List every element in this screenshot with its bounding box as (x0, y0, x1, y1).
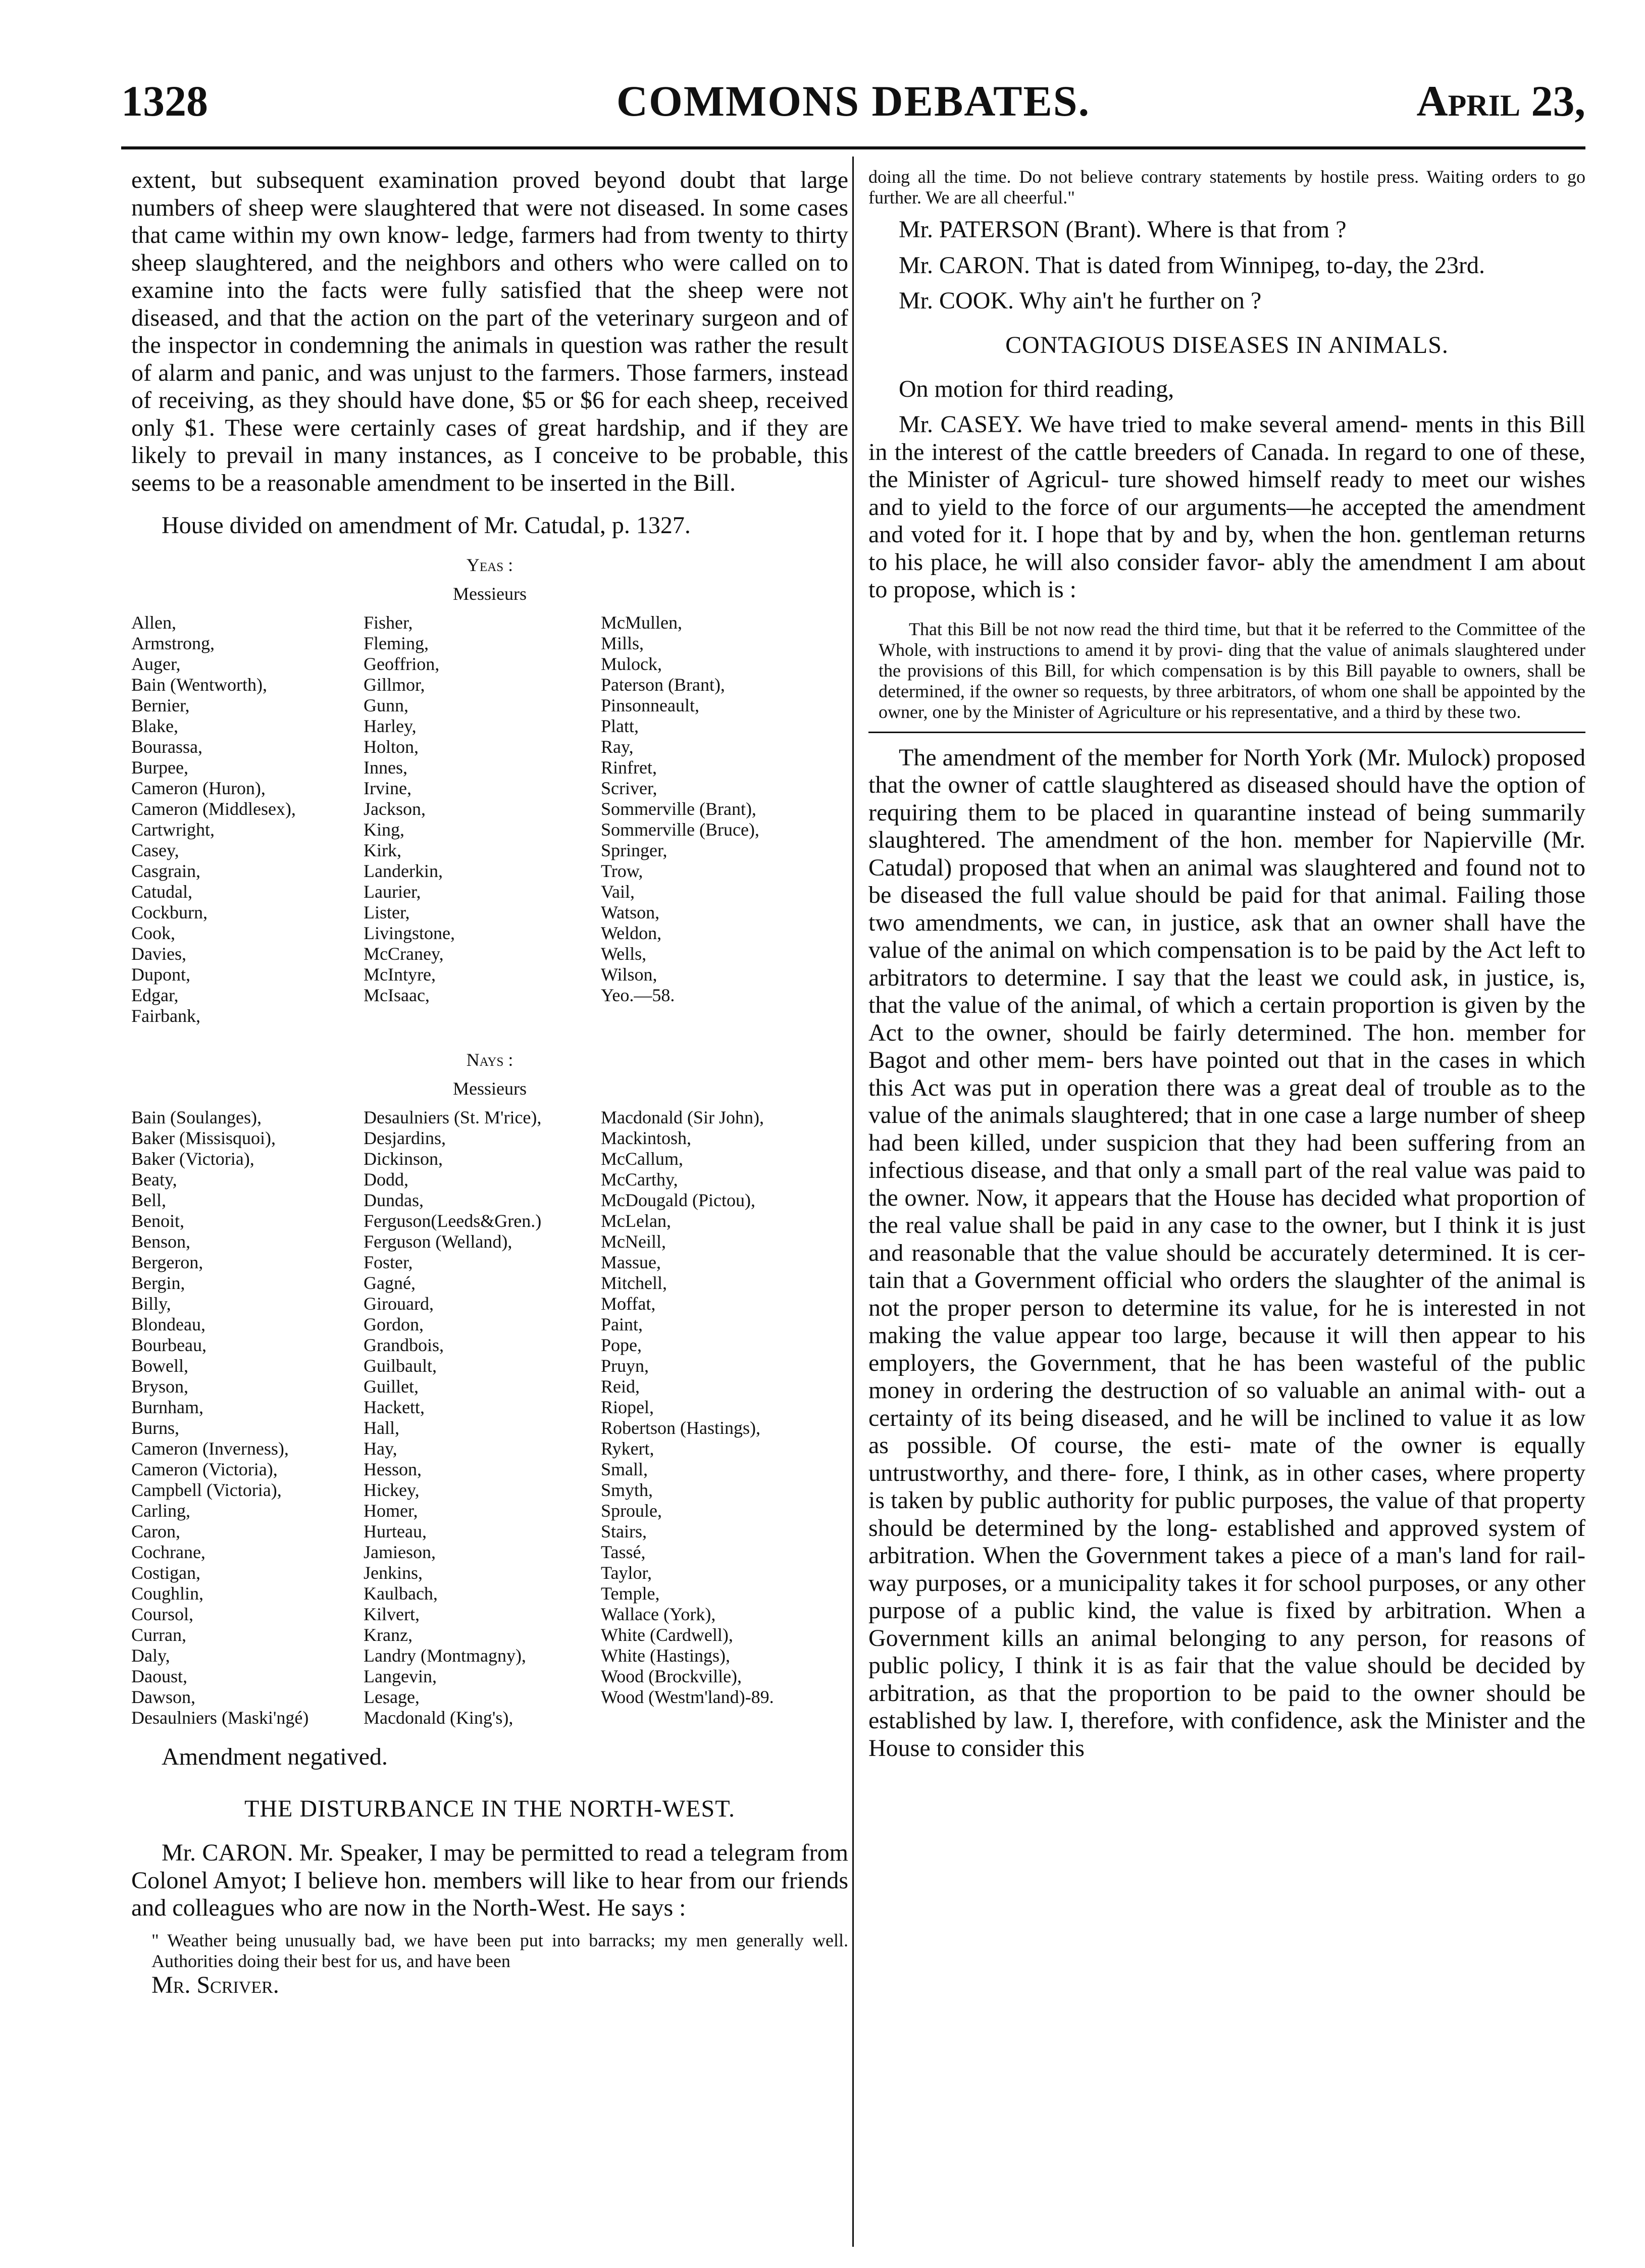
amendment-rule (868, 732, 1585, 733)
casey-long-speech: The amendment of the member for North York (Mr. Mulock) proposed that the owner of cattle slaughtered as diseased should have the option of requiring them to be placed in quarantine instead of being summarily slaughtered. The amendment of the hon. member for Napierville (Mr. Catudal) proposed that when an animal was slaughtered and found not to be diseased the full value should be paid for that animal. Failing those two amendments, we can, in justice, ask that an owner shall have the value of the animal on which compensation is to be paid by the Act left to arbitrators to determine. I say that the least we could ask, in justice, is, that the value of the animal, of which a certain proportion is given by the Act to the owner, should be fairly determined. The hon. member for Bagot and other mem- bers have pointed out that in the cases in which this Act was put in operation there was a great deal of trouble as to the value of the animals slaughtered; that in one case a large number of sheep had been killed, under suspicion that they had been suffering from an infectious disease, and that only a small part of the real value was paid to the owner. Now, it appears that the House has decided what proportion of the real value shall be paid in any case to the owner, but I think it is just and reasonable that the value should be accurately determined. It is cer- tain that a Government official who orders the slaughter of the animal is not the proper person to determine its value, for he is interested in not making the value appear too large, because it will then appear to his employers, the Government, that he has been wasteful of the public money in ordering the destruction of so valuable an animal with- out a certainty of its being diseased, and he will be inclined to value it as low as possible. Of course, the esti- mate of the owner is equally untrustworthy, and there- fore, I think, as in other cases, where property is taken by public authority for public purposes, the value of that property should be determined by the long- established and approved system of arbitration. When the Government takes a piece of a man's land for rail- way purposes, or a municipality takes it for school purposes, or any other purpose of a public kind, the value is fixed by arbitration. When a Government kills an animal belonging to any person, for reasons of public policy, I think it is as fair that the value should be decided by arbitration, as that the proportion to be paid to the owner should be established by law. I, therefore, with confidence, ask the Minister and the House to consider this (868, 744, 1585, 1762)
nays-member-name: White (Cardwell), (601, 1624, 733, 1645)
nays-member-name: Ferguson (Welland), (364, 1231, 512, 1252)
nays-member-name: Burnham, (131, 1397, 203, 1417)
nays-member-name: Blondeau, (131, 1314, 205, 1334)
telegram-continuation: doing all the time. Do not believe contrary statements by hostile press. Waiting orders to go further. We are all cheerful." (868, 167, 1585, 208)
yeas-member-name: Mulock, (601, 653, 662, 674)
yeas-member-name: Laurier, (364, 881, 421, 902)
nays-member-name: Dawson, (131, 1686, 195, 1707)
nays-member-name: Desaulniers (St. M'rice), (364, 1107, 542, 1127)
nays-member-name: Baker (Missisquoi), (131, 1127, 276, 1148)
yeas-member-name: Livingstone, (364, 922, 455, 943)
page-number: 1328 (121, 77, 208, 125)
yeas-member-name: Watson, (601, 902, 660, 922)
nays-member-name: Pope, (601, 1334, 642, 1355)
yeas-label: Yeas : (466, 554, 513, 575)
nays-member-name: Sproule, (601, 1500, 662, 1521)
yeas-member-name: Geoffrion, (364, 653, 440, 674)
nays-member-name: Hesson, (364, 1459, 422, 1479)
nays-member-name: Burns, (131, 1417, 180, 1438)
yeas-member-name: Gunn, (364, 695, 408, 715)
nays-messieurs: Messieurs (453, 1078, 527, 1099)
nays-member-name: Dundas, (364, 1190, 424, 1210)
yeas-member-name: Paterson (Brant), (601, 674, 725, 695)
yeas-member-name: Fisher, (364, 612, 413, 633)
nays-member-name: Kaulbach, (364, 1583, 438, 1604)
nays-member-name: Guillet, (364, 1376, 419, 1397)
yeas-member-name: Allen, (131, 612, 176, 633)
yeas-member-name: Bernier, (131, 695, 190, 715)
nays-member-name: Beaty, (131, 1169, 177, 1190)
nays-member-name: Mackintosh, (601, 1127, 691, 1148)
yeas-member-name: Vail, (601, 881, 635, 902)
yeas-member-name: Fleming, (364, 633, 429, 653)
nays-member-name: Small, (601, 1459, 648, 1479)
nays-member-name: Dickinson, (364, 1148, 443, 1169)
yeas-member-name: Sommerville (Bruce), (601, 819, 759, 840)
footer-signature: Mr. Scriver. (151, 1971, 279, 1998)
yeas-member-name: Lister, (364, 902, 410, 922)
nays-member-name: Gordon, (364, 1314, 424, 1334)
nays-member-name: Wood (Brockville), (601, 1666, 742, 1686)
nays-column-1 (131, 1107, 364, 1728)
nays-member-name: Billy, (131, 1293, 171, 1314)
nays-label: Nays : (466, 1049, 513, 1070)
nays-member-name: Pruyn, (601, 1355, 649, 1376)
yeas-member-name: Platt, (601, 715, 639, 736)
nays-member-name: Dodd, (364, 1169, 408, 1190)
nays-member-name: Coursol, (131, 1604, 194, 1624)
yeas-member-name: Cartwright, (131, 819, 215, 840)
yeas-member-name: Bourassa, (131, 736, 202, 757)
yeas-member-name: Irvine, (364, 778, 412, 798)
nays-member-name: McLelan, (601, 1210, 671, 1231)
yeas-member-name: Wells, (601, 943, 647, 964)
yeas-member-name: Holton, (364, 736, 419, 757)
nays-member-name: Cameron (Inverness), (131, 1438, 289, 1459)
nays-member-name: Bell, (131, 1190, 166, 1210)
page-title: COMMONS DEBATES. (616, 77, 1091, 125)
yeas-member-name: Trow, (601, 860, 643, 881)
nays-column-3 (601, 1107, 843, 1728)
nays-member-name: Foster, (364, 1252, 413, 1272)
nays-member-name: Caron, (131, 1521, 180, 1541)
nays-member-name: Desaulniers (Maski'ngé) (131, 1707, 309, 1728)
nays-member-name: Curran, (131, 1624, 186, 1645)
nays-member-name: Girouard, (364, 1293, 434, 1314)
yeas-member-name: Cameron (Huron), (131, 778, 266, 798)
nays-member-name: Jenkins, (364, 1562, 423, 1583)
nays-member-name: Daoust, (131, 1666, 187, 1686)
yeas-member-name: McCraney, (364, 943, 444, 964)
section-heading-disturbance: THE DISTURBANCE IN THE NORTH-WEST. (244, 1795, 735, 1822)
nays-member-name: Benson, (131, 1231, 190, 1252)
yeas-member-name: Dupont, (131, 964, 190, 985)
yeas-member-name: Cameron (Middlesex), (131, 798, 296, 819)
nays-member-name: Smyth, (601, 1479, 653, 1500)
nays-member-name: Bergeron, (131, 1252, 203, 1272)
nays-member-name: Massue, (601, 1252, 661, 1272)
nays-member-name: Gagné, (364, 1272, 416, 1293)
nays-member-name: Moffat, (601, 1293, 656, 1314)
yeas-member-name: Catudal, (131, 881, 192, 902)
nays-member-name: McCarthy, (601, 1169, 678, 1190)
yeas-member-name: Ray, (601, 736, 634, 757)
nays-member-name: Bowell, (131, 1355, 188, 1376)
nays-member-name: Coughlin, (131, 1583, 204, 1604)
cook-question: Mr. COOK. Why ain't he further on ? (899, 287, 1262, 314)
header-rule (121, 146, 1585, 149)
right-column (868, 167, 1585, 1762)
nays-member-name: Rykert, (601, 1438, 654, 1459)
yeas-member-name: Kirk, (364, 840, 401, 860)
nays-member-name: Macdonald (Sir John), (601, 1107, 764, 1127)
nays-member-name: Ferguson(Leeds&Gren.) (364, 1210, 542, 1231)
yeas-column-2 (364, 612, 601, 1026)
yeas-member-name: Auger, (131, 653, 181, 674)
yeas-member-name: Burpee, (131, 757, 188, 778)
nays-member-name: Homer, (364, 1500, 418, 1521)
nays-member-name: Costigan, (131, 1562, 201, 1583)
nays-member-name: Grandbois, (364, 1334, 444, 1355)
paterson-question: Mr. PATERSON (Brant). Where is that from ? (899, 216, 1347, 243)
yeas-member-name: Sommerville (Brant), (601, 798, 756, 819)
division-line: House divided on amendment of Mr. Catudal, p. 1327. (162, 512, 691, 539)
yeas-member-name: Casey, (131, 840, 179, 860)
nays-member-name: Macdonald (King's), (364, 1707, 513, 1728)
left-paragraph-1: extent, but subsequent examination proved beyond doubt that large numbers of sheep were slaughtered that were not diseased. In some cases that came within my own know- ledge, farmers had from twenty to thirty sheep slaughtered, and the neighbors and others who were called on to examine into the facts were fully satisfied that the sheep were not diseased, and that the action on the part of the veterinary surgeon and of the inspector in condemning the animals in question was rather the result of alarm and panic, and was unjust to the farmers. Those farmers, instead of receiving, as they should have done, $5 or $6 for each sheep, received only $1. These were certainly cases of great hardship, and if they are likely to prevail in many instances, as I conceive to be probable, this seems to be a reasonable amendment to be inserted in the Bill. (131, 167, 848, 496)
casey-speech: Mr. CASEY. We have tried to make several amend- ments in this Bill in the interest of the cattle breeders of Canada. In regard to one of these, the Minister of Agricul- ture showed himself ready to meet our wishes and to yield to the force of our arguments—he accepted the amendment and voted for it. I hope that by and by, when the hon. gentleman returns to his place, he will also consider favor- ably the amendment I am about to propose, which is : (868, 411, 1585, 603)
nays-member-name: Bain (Soulanges), (131, 1107, 262, 1127)
nays-member-name: Cameron (Victoria), (131, 1459, 278, 1479)
nays-member-name: Stairs, (601, 1521, 647, 1541)
yeas-member-name: Rinfret, (601, 757, 657, 778)
caron-reply: Mr. CARON. That is dated from Winnipeg, to-day, the 23rd. (899, 251, 1485, 279)
yeas-messieurs: Messieurs (453, 583, 527, 604)
caron-speech-text: Mr. Speaker, I may be permitted to read a telegram from Colonel Amyot; I believe hon. members will like to hear from our friends and colleagues who are now in the North-West. He says : (131, 1839, 849, 1921)
yeas-member-name: Edgar, (131, 985, 179, 1005)
nays-member-name: Wood (Westm'land)-89. (601, 1686, 774, 1707)
amendment-text: That this Bill be not now read the third time, but that it be referred to the Committee of the Whole, with instructions to amend it by provi- ding that the value of animals slaughtered under the provisions of this Bill, for which compensation is by this Bill payable to owners, shall be determined, if the owner so requests, by three arbitrators, of whom one shall be appointed by the owner, one by the Minister of Agriculture or his representative, and a third by these two. (879, 618, 1585, 722)
yeas-member-name: Bain (Wentworth), (131, 674, 268, 695)
yeas-member-name: Mills, (601, 633, 644, 653)
yeas-member-name: Casgrain, (131, 860, 200, 881)
yeas-member-name: Davies, (131, 943, 186, 964)
yeas-member-name: King, (364, 819, 404, 840)
yeas-column-1 (131, 612, 364, 1026)
nays-member-name: Reid, (601, 1376, 640, 1397)
nays-member-name: Hall, (364, 1417, 399, 1438)
nays-member-name: Bryson, (131, 1376, 189, 1397)
page-date: April 23, (1416, 77, 1585, 125)
yeas-member-name: Fairbank, (131, 1005, 200, 1026)
nays-member-name: Taylor, (601, 1562, 652, 1583)
telegram-quote: " Weather being unusually bad, we have been put into barracks; my men generally well. Authorities doing their best for us, and have been (151, 1930, 848, 1971)
nays-member-name: Hickey, (364, 1479, 420, 1500)
column-divider (852, 157, 854, 2247)
nays-member-name: Temple, (601, 1583, 660, 1604)
nays-member-name: Benoit, (131, 1210, 184, 1231)
nays-column-2 (364, 1107, 601, 1728)
yeas-member-name: Jackson, (364, 798, 426, 819)
yeas-list (131, 612, 848, 1026)
nays-member-name: Campbell (Victoria), (131, 1479, 282, 1500)
amendment-negatived: Amendment negatived. (162, 1743, 388, 1770)
nays-member-name: Kilvert, (364, 1604, 420, 1624)
yeas-member-name: Harley, (364, 715, 417, 736)
nays-member-name: Cochrane, (131, 1541, 205, 1562)
nays-member-name: Hay, (364, 1438, 397, 1459)
yeas-member-name: McIsaac, (364, 985, 430, 1005)
nays-member-name: Jamieson, (364, 1541, 436, 1562)
nays-member-name: McCallum, (601, 1148, 683, 1169)
nays-member-name: Hurteau, (364, 1521, 427, 1541)
nays-member-name: White (Hastings), (601, 1645, 730, 1666)
left-column (131, 167, 848, 1999)
yeas-column-3 (601, 612, 843, 1026)
yeas-member-name: Cook, (131, 922, 176, 943)
nays-member-name: Baker (Victoria), (131, 1148, 254, 1169)
yeas-member-name: Weldon, (601, 922, 662, 943)
section-heading-contagious: CONTAGIOUS DISEASES IN ANIMALS. (1005, 331, 1449, 358)
caron-speech (131, 1839, 848, 1922)
nays-member-name: McDougald (Pictou), (601, 1190, 755, 1210)
yeas-member-name: Landerkin, (364, 860, 443, 881)
nays-member-name: Tassé, (601, 1541, 646, 1562)
nays-member-name: Langevin, (364, 1666, 437, 1686)
nays-member-name: Lesage, (364, 1686, 420, 1707)
yeas-member-name: Pinsonneault, (601, 695, 699, 715)
yeas-member-name: Armstrong, (131, 633, 215, 653)
nays-member-name: Kranz, (364, 1624, 413, 1645)
yeas-member-name: Cockburn, (131, 902, 208, 922)
speaker-caron: Mr. CARON. (162, 1839, 293, 1866)
nays-member-name: McNeill, (601, 1231, 666, 1252)
nays-member-name: Hackett, (364, 1397, 425, 1417)
yeas-member-name: Innes, (364, 757, 407, 778)
yeas-member-name: Wilson, (601, 964, 657, 985)
nays-member-name: Landry (Montmagny), (364, 1645, 526, 1666)
nays-member-name: Bourbeau, (131, 1334, 207, 1355)
nays-list (131, 1107, 848, 1728)
yeas-member-name: Blake, (131, 715, 178, 736)
nays-member-name: Guilbault, (364, 1355, 437, 1376)
nays-member-name: Mitchell, (601, 1272, 667, 1293)
motion-line: On motion for third reading, (899, 375, 1174, 402)
yeas-member-name: Yeo.—58. (601, 985, 675, 1005)
nays-member-name: Wallace (York), (601, 1604, 716, 1624)
yeas-member-name: Scriver, (601, 778, 657, 798)
nays-member-name: Daly, (131, 1645, 170, 1666)
yeas-member-name: McIntyre, (364, 964, 436, 985)
nays-member-name: Carling, (131, 1500, 190, 1521)
yeas-member-name: Springer, (601, 840, 667, 860)
nays-member-name: Desjardins, (364, 1127, 446, 1148)
yeas-member-name: Gillmor, (364, 674, 425, 695)
nays-member-name: Bergin, (131, 1272, 185, 1293)
yeas-member-name: McMullen, (601, 612, 682, 633)
nays-member-name: Paint, (601, 1314, 643, 1334)
nays-member-name: Robertson (Hastings), (601, 1417, 760, 1438)
page-header (121, 76, 1585, 131)
nays-member-name: Riopel, (601, 1397, 654, 1417)
